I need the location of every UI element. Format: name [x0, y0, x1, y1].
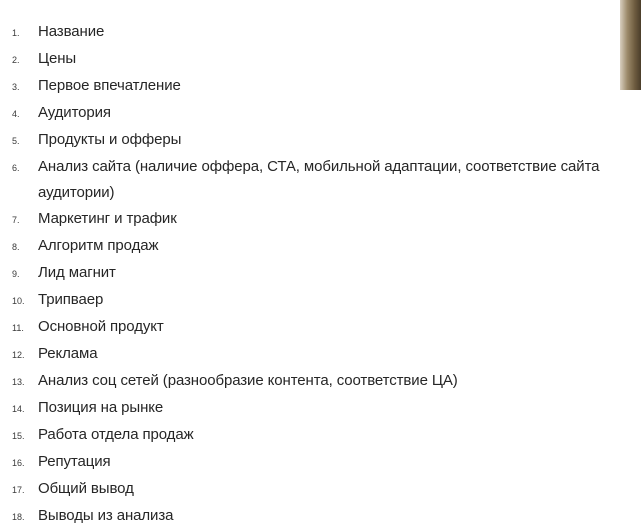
list-item — [12, 260, 637, 287]
item-text: Репутация — [38, 453, 111, 470]
list-item — [12, 73, 637, 100]
item-text: Продукты и офферы — [38, 131, 182, 148]
item-number: 3. — [12, 82, 20, 92]
item-number: 6. — [12, 163, 20, 173]
list-item — [12, 314, 637, 341]
item-number: 16. — [12, 458, 25, 468]
item-number: 2. — [12, 55, 20, 65]
item-number: 14. — [12, 404, 25, 414]
item-number: 18. — [12, 512, 25, 522]
list-item — [12, 19, 637, 46]
item-number: 7. — [12, 215, 20, 225]
item-text: Лид магнит — [38, 264, 116, 281]
list-item — [12, 46, 637, 73]
item-number: 8. — [12, 242, 20, 252]
item-number: 1. — [12, 28, 20, 38]
item-number: 10. — [12, 296, 25, 306]
list-item — [12, 503, 637, 530]
item-text: Маркетинг и трафик — [38, 210, 177, 227]
list-item — [12, 476, 637, 503]
item-number: 15. — [12, 431, 25, 441]
item-text: Алгоритм продаж — [38, 237, 159, 254]
item-number: 11. — [12, 323, 24, 333]
item-text: Трипваер — [38, 291, 104, 308]
item-text: Позиция на рынке — [38, 399, 164, 416]
item-text: Общий вывод — [38, 480, 134, 497]
list-item — [12, 233, 637, 260]
item-text: Первое впечатление — [38, 77, 181, 94]
list-item — [12, 154, 637, 206]
list-item — [12, 206, 637, 233]
item-text: Реклама — [38, 345, 98, 362]
list-item — [12, 341, 637, 368]
item-text: Аудитория — [38, 104, 111, 121]
item-number: 17. — [12, 485, 25, 495]
list-item — [12, 449, 637, 476]
item-number: 4. — [12, 109, 20, 119]
item-number: 13. — [12, 377, 25, 387]
item-text: Работа отдела продаж — [38, 426, 194, 443]
item-text: Анализ соц сетей (разнообразие контента, соответствие ЦА) — [38, 372, 458, 389]
item-number: 9. — [12, 269, 20, 279]
item-text: Основной продукт — [38, 318, 164, 335]
list-item — [12, 100, 637, 127]
item-number: 5. — [12, 136, 20, 146]
item-text: Название — [38, 23, 105, 40]
agenda-list — [12, 19, 637, 530]
item-text: Цены — [38, 50, 77, 67]
item-text: Выводы из анализа — [38, 507, 174, 524]
list-item — [12, 287, 637, 314]
list-item — [12, 368, 637, 395]
item-text: Анализ сайта (наличие оффера, СТА, мобильной адаптации, соответствие сайта аудитории) — [38, 158, 600, 201]
list-item — [12, 395, 637, 422]
item-number: 12. — [12, 350, 25, 360]
list-item — [12, 127, 637, 154]
list-item — [12, 422, 637, 449]
